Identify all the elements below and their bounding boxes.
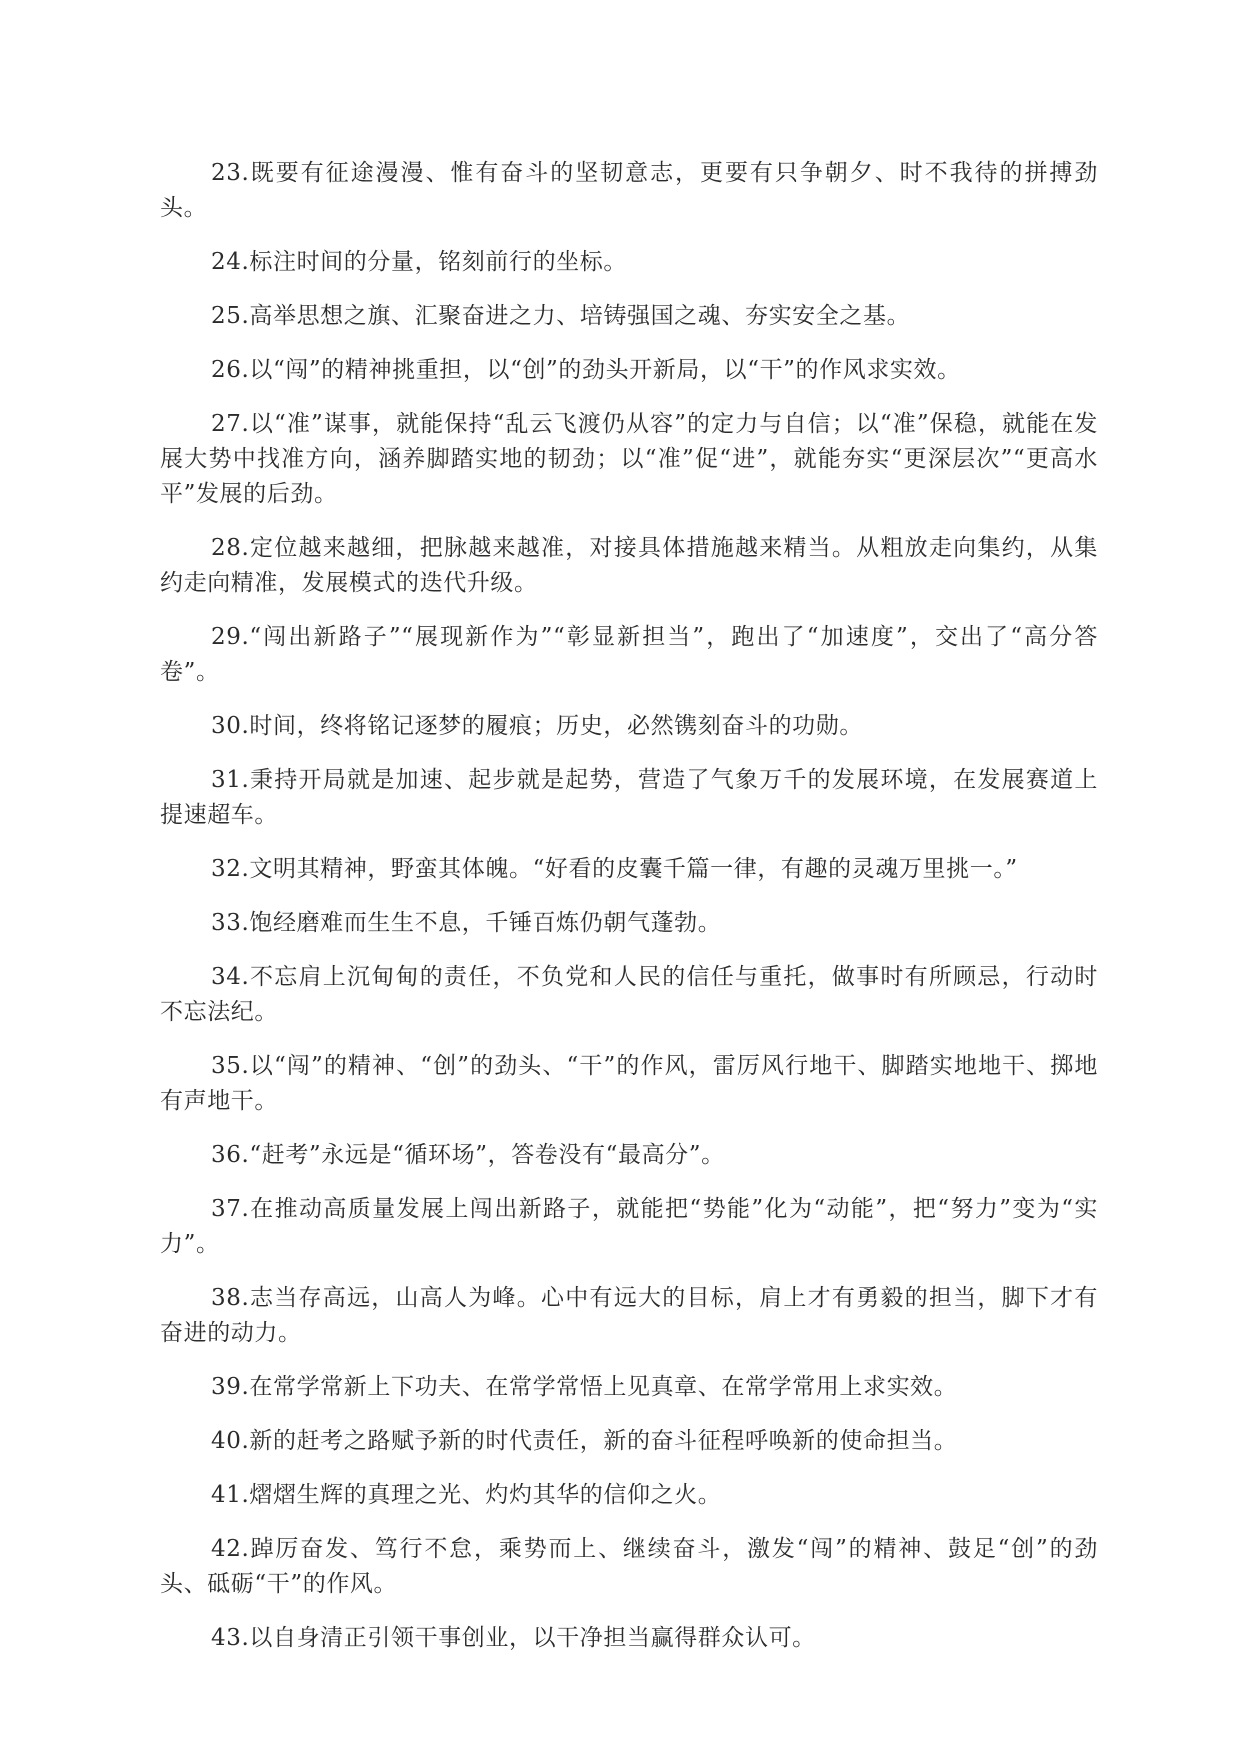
paragraph-37: 37.在推动高质量发展上闯出新路子，就能把“势能”化为“动能”，把“努力”变为“实力”。 bbox=[160, 1196, 1098, 1257]
paragraph-42: 42.踔厉奋发、笃行不怠，乘势而上、继续奋斗，激发“闯”的精神、鼓足“创”的劲头、砥砺“干”的作风。 bbox=[160, 1536, 1098, 1597]
paragraph-24: 24.标注时间的分量，铭刻前行的坐标。 bbox=[211, 249, 627, 275]
paragraph-43: 43.以自身清正引领干事创业，以干净担当赢得群众认可。 bbox=[211, 1625, 816, 1651]
paragraph-33: 33.饱经磨难而生生不息，千锤百炼仍朝气蓬勃。 bbox=[211, 910, 722, 936]
paragraph-27: 27.以“准”谋事，就能保持“乱云飞渡仍从容”的定力与自信；以“准”保稳，就能在发展大势中找准方向，涵养脚踏实地的韧劲；以“准”促“进”，就能夯实“更深层次”“更高水平”发展的后劲。 bbox=[160, 411, 1098, 507]
paragraph-39: 39.在常学常新上下功夫、在常学常悟上见真章、在常学常用上求实效。 bbox=[211, 1374, 958, 1400]
paragraph-32: 32.文明其精神，野蛮其体魄。“好看的皮囊千篇一律，有趣的灵魂万里挑一。” bbox=[211, 856, 1018, 882]
paragraph-34: 34.不忘肩上沉甸甸的责任，不负党和人民的信任与重托，做事时有所顾忌，行动时不忘法纪。 bbox=[160, 964, 1098, 1025]
paragraph-36: 36.“赶考”永远是“循环场”，答卷没有“最高分”。 bbox=[211, 1142, 725, 1168]
paragraph-26: 26.以“闯”的精神挑重担，以“创”的劲头开新局，以“干”的作风求实效。 bbox=[211, 357, 961, 383]
paragraph-29: 29.“闯出新路子”“展现新作为”“彰显新担当”，跑出了“加速度”，交出了“高分答卷”。 bbox=[160, 624, 1098, 685]
paragraph-40: 40.新的赶考之路赋予新的时代责任，新的奋斗征程呼唤新的使命担当。 bbox=[211, 1428, 958, 1454]
paragraph-30: 30.时间，终将铭记逐梦的履痕；历史，必然镌刻奋斗的功勋。 bbox=[211, 713, 863, 739]
paragraph-25: 25.高举思想之旗、汇聚奋进之力、培铸强国之魂、夯实安全之基。 bbox=[211, 303, 911, 329]
paragraph-41: 41.熠熠生辉的真理之光、灼灼其华的信仰之火。 bbox=[211, 1482, 722, 1508]
paragraph-38: 38.志当存高远，山高人为峰。心中有远大的目标，肩上才有勇毅的担当，脚下才有奋进的动力。 bbox=[160, 1285, 1098, 1346]
paragraph-23: 23.既要有征途漫漫、惟有奋斗的坚韧意志，更要有只争朝夕、时不我待的拼搏劲头。 bbox=[160, 160, 1098, 221]
paragraph-28: 28.定位越来越细，把脉越来越准，对接具体措施越来精当。从粗放走向集约，从集约走向精准，发展模式的迭代升级。 bbox=[160, 535, 1098, 596]
paragraph-31: 31.秉持开局就是加速、起步就是起势，营造了气象万千的发展环境，在发展赛道上提速超车。 bbox=[160, 767, 1098, 828]
document-page bbox=[160, 156, 1098, 1675]
paragraph-35: 35.以“闯”的精神、“创”的劲头、“干”的作风，雷厉风行地干、脚踏实地地干、掷地有声地干。 bbox=[160, 1053, 1098, 1114]
